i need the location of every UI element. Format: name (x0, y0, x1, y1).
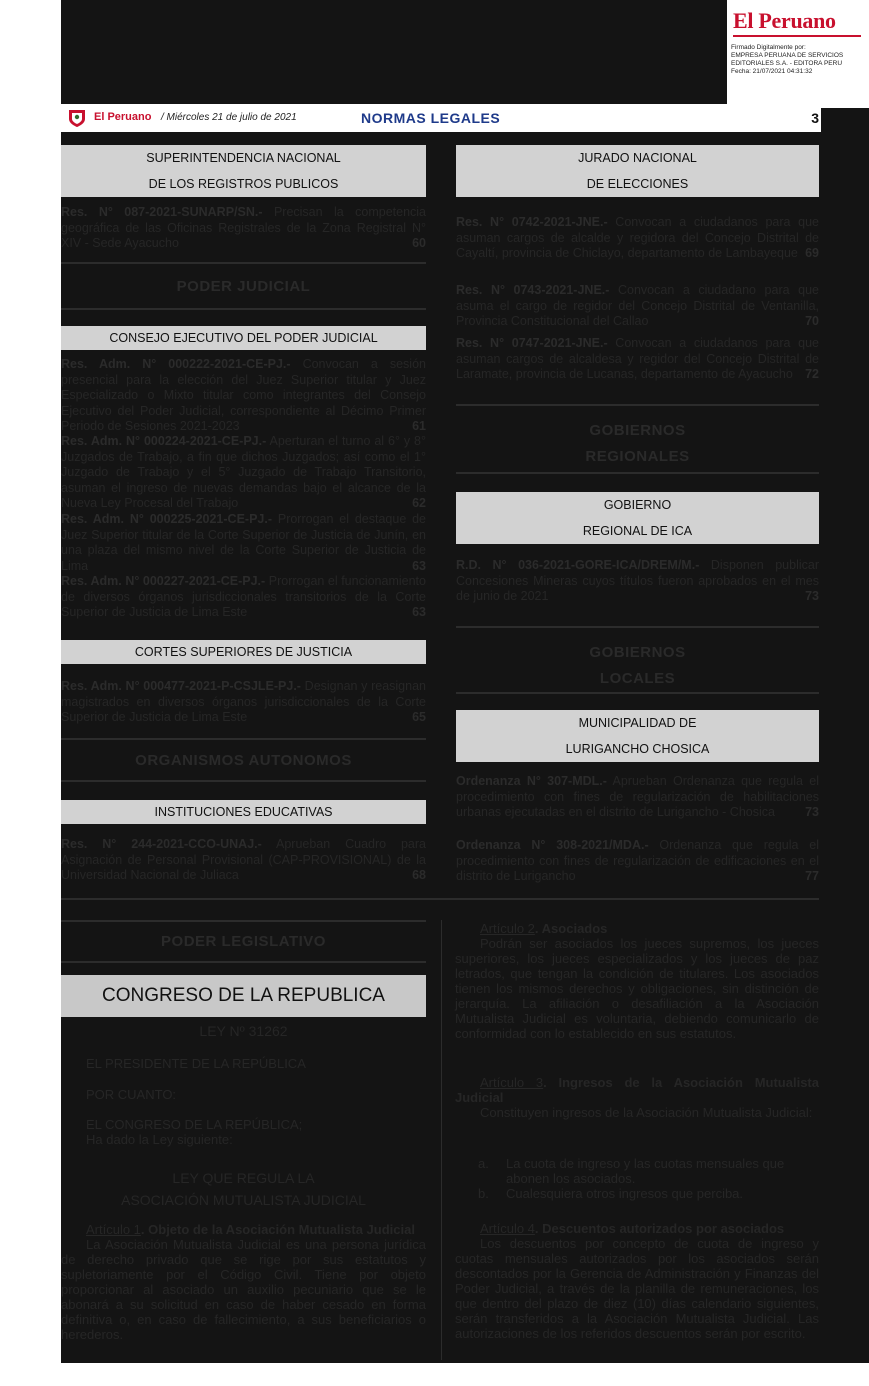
sunarp-title-1: SUPERINTENDENCIA NACIONAL (146, 151, 341, 165)
header-section: NORMAS LEGALES (361, 110, 501, 126)
article-2-text: Podrán ser asociados los jueces supremos, los jueces superiores, los jueces especializados y los jueces de paz letrados, que tengan la condición de titulares. Los asociados tienen los mismos derechos y obligaciones, sin distinción de jerarquía. La afiliación o desafiliación a la Asociación Mutualista Judicial es voluntaria, debiendo comunicarlo de conformidad con lo establecido en sus estatutos. (455, 936, 819, 1041)
jne-entry (456, 336, 819, 383)
entry-page: 68 (412, 868, 426, 882)
instituciones-title: INSTITUCIONES EDUCATIVAS (154, 805, 333, 819)
entry-ref: Res. Adm. N° 000225-2021-CE-PJ.- (61, 512, 273, 526)
divider (456, 472, 819, 474)
article-1-text: La Asociación Mutualista Judicial es una persona jurídica de derecho privado que se rige por sus estatutos y supletoriamente por el Código Civil. Tiene por objeto proporcionar al asociado un auxilio pecuniario que se le abonará a su solicitud en caso de haber cesado en forma definitiva o, en caso de fallecimiento, a sus beneficiarios o herederos. (61, 1237, 426, 1342)
entry-text: Designan y reasignan magistrados en diversos órganos jurisdiccionales de la Corte Superior de Justicia de Lima Este (61, 679, 426, 724)
article-2-heading (455, 921, 819, 936)
entry-ref: Res. Adm. N° 000227-2021-CE-PJ.- (61, 574, 266, 588)
company-line-1: EMPRESA PERUANA DE SERVICIOS (731, 52, 844, 59)
section-divider (61, 898, 819, 900)
entry-page: 65 (412, 710, 426, 724)
article-1-label: Artículo 1 (86, 1222, 141, 1237)
entry-text: Convocan a ciudadanos para que asuman cargos de alcaldesa y regidor del Concejo Distrital de Laramate, provincia de Lucanas, departamento de Ayacucho (456, 336, 819, 381)
consejo-entry (61, 434, 426, 512)
entry-page: 69 (805, 246, 819, 260)
entry-page: 72 (805, 367, 819, 381)
municipalidad-heading (456, 710, 819, 762)
ica-heading (456, 492, 819, 544)
entry-ref: Res. N° 0743-2021-JNE.- (456, 283, 610, 297)
item-text: Cualesquiera otros ingresos que perciba. (506, 1186, 744, 1201)
header-brand: El Peruano (94, 111, 152, 123)
entry-page: 70 (805, 314, 819, 328)
entry-text: Aprueban Ordenanza que regula el procedimiento con fines de regularización de habilitaciones urbanas ejecutadas en el distrito de Lurigancho - Chosica (456, 774, 819, 819)
entry-ref: R.D. N° 036-2021-GORE-ICA/DREM/M.- (456, 558, 700, 572)
entry-page: 61 (412, 419, 426, 433)
divider (61, 262, 426, 264)
consejo-entry (61, 574, 426, 621)
entry-page: 63 (412, 605, 426, 619)
divider (61, 738, 426, 740)
item-marker: a. (478, 1156, 489, 1171)
ica-title-1: GOBIERNO (603, 498, 672, 512)
divider (456, 404, 819, 406)
signature-date: Fecha: 21/07/2021 04:31:32 (731, 68, 813, 75)
sunarp-title-2: DE LOS REGISTROS PUBLICOS (148, 177, 339, 191)
gob-loc-line-2: LOCALES (599, 670, 676, 687)
divider (61, 920, 426, 922)
muni-entry (456, 838, 819, 885)
column-rule (441, 920, 442, 1360)
article-1-heading (61, 1222, 426, 1237)
entry-text: Convocan a ciudadano para que asuma el cargo de regidor del Concejo Distrital de Ventanilla, Provincia Constitucional del Callao (456, 283, 819, 328)
entry-page: 62 (412, 496, 426, 510)
item-marker: b. (478, 1186, 489, 1201)
signed-by-label: Firmado Digitalmente por: (731, 44, 806, 51)
entry-page: 63 (412, 558, 426, 573)
entry-page: 60 (412, 236, 426, 250)
article-2 (455, 921, 819, 1041)
jne-entry (456, 283, 819, 330)
article-2-title: . Asociados (534, 921, 608, 936)
entry-text: Ordenanza que regula el procedimiento con fines de regularización de edificaciones en el distrito de Lurigancho (456, 838, 819, 883)
divider (61, 961, 426, 963)
entry-text: Convocan a sesión presencial para la elección del Juez Superior titular y Juez Especializado o Mixto titular como integrantes del Consejo Ejecutivo del Poder Judicial, correspondiente al Décimo Primer Periodo de Sesiones 2021-2023 (61, 357, 426, 433)
logo-rule (733, 35, 861, 37)
digital-signature-stamp (727, 0, 869, 108)
el-peruano-logo: El Peruano (733, 8, 836, 33)
law-title (61, 1167, 426, 1211)
entry-ref: Res. N° 0747-2021-JNE.- (456, 336, 608, 350)
header-date: / Miércoles 21 de julio de 2021 (161, 112, 297, 123)
article-3-heading (455, 1075, 819, 1105)
jne-title-1: JURADO NACIONAL (578, 151, 697, 165)
entry-text: Precisan la competencia geográfica de las Oficinas Registrales de la Zona Registral N° XIV - Sede Ayacucho (61, 205, 427, 250)
ica-title-2: REGIONAL DE ICA (582, 524, 693, 538)
divider (61, 308, 426, 310)
article-3-text: Constituyen ingresos de la Asociación Mutualista Judicial: (480, 1105, 813, 1120)
gob-reg-line-1: GOBIERNOS (589, 422, 686, 439)
poder-legislativo-heading: PODER LEGISLATIVO (161, 933, 326, 950)
entry-ref: Ordenanza N° 307-MDL.- (456, 774, 607, 788)
company-line-2: EDITORIALES S.A. - EDITORA PERU (731, 60, 843, 67)
muni-title-2: LURIGANCHO CHOSICA (565, 742, 710, 756)
article-2-label: Artículo 2 (480, 921, 535, 936)
jne-heading (456, 145, 819, 197)
divider (456, 692, 819, 694)
muni-entry (456, 774, 819, 821)
article-4-heading (455, 1221, 819, 1236)
ha-dado-line: Ha dado la Ley siguiente: (86, 1132, 233, 1147)
article-1-title: . Objeto de la Asociación Mutualista Judicial (140, 1222, 415, 1237)
entry-page: 73 (805, 589, 819, 603)
item-text: La cuota de ingreso y las cuotas mensuales que abonen los asociados. (506, 1156, 785, 1186)
sunarp-entry (61, 205, 426, 252)
consejo-title: CONSEJO EJECUTIVO DEL PODER JUDICIAL (109, 331, 378, 345)
law-number: LEY Nº 31262 (199, 1023, 288, 1039)
article-4-text: Los descuentos por concepto de cuota de ingreso y cuotas mensuales autorizados por los asociados serán descontados por la Gerencia de Administración y Finanzas del Poder Judicial, a través de la planilla de remuneraciones, los que dentro del plazo de diez (10) días calendario siguientes, serán transferidos a la Asociación Mutualista Judicial. Las autorizaciones de los referidos descuentos serán por escrito. (455, 1236, 819, 1341)
article-3-item-b (478, 1186, 819, 1201)
article-4-label: Artículo 4 (480, 1221, 535, 1236)
ica-entry (456, 558, 819, 605)
page-header (61, 104, 821, 132)
entry-page: 73 (805, 805, 819, 819)
jne-entry (456, 215, 819, 262)
gobiernos-regionales-heading (456, 418, 819, 470)
article-4-title: . Descuentos autorizados por asociados (534, 1221, 785, 1236)
entry-ref: Res. N° 087-2021-SUNARP/SN.- (61, 205, 263, 219)
instituciones-entry (61, 837, 426, 884)
cortes-heading (61, 640, 426, 664)
article-3 (455, 1075, 819, 1120)
entry-text: Convocan a ciudadanos para que asuman cargos de alcalde y regidora del Concejo Distrital de Cayaltí, provincia de Chiclayo, departamento de Lambayeque (456, 215, 819, 260)
entry-ref: Res. Adm. N° 000477-2021-P-CSJLE-PJ.- (61, 679, 301, 693)
divider (61, 780, 426, 782)
divider (456, 626, 819, 628)
entry-text: Aperturan el turno al 6° y 8° Juzgados de Trabajo, a fin que dichos Juzgados; así como el 1° Juzgado de Trabajo y el 5° Juzgado de Trabajo Transitorio, asuman el ingreso de nuevas demandas bajo el alcance de la Nueva Ley Procesal del Trabajo (61, 434, 426, 510)
consejo-heading (61, 326, 426, 350)
article-4 (455, 1221, 819, 1341)
coat-of-arms-icon (65, 107, 89, 129)
law-title-line-2: ASOCIACIÓN MUTUALISTA JUDICIAL (121, 1192, 366, 1208)
muni-title-1: MUNICIPALIDAD DE (578, 716, 697, 730)
gob-loc-line-1: GOBIERNOS (589, 644, 686, 661)
poder-judicial-heading: PODER JUDICIAL (176, 278, 311, 295)
article-3-label: Artículo 3 (480, 1075, 544, 1090)
entry-page: 77 (805, 869, 819, 883)
jne-title-2: DE ELECCIONES (586, 177, 689, 191)
page-number: 3 (811, 110, 819, 126)
entry-ref: Ordenanza N° 308-2021/MDA.- (456, 838, 649, 852)
entry-text: Prorrogan el funcionamiento de diversos órganos jurisdiccionales transitorios de la Corte Superior de Justicia de Lima Este (61, 574, 426, 619)
entry-text: Prorrogan el destaque de Juez Superior titular de la Corte Superior de Justicia de Junín, en una plaza del mismo nivel de la Corte Superior de Justicia de Lima (61, 512, 427, 573)
article-3-item-a (478, 1156, 819, 1186)
gob-reg-line-2: REGIONALES (585, 448, 690, 465)
entry-ref: Res. N° 244-2021-CCO-UNAJ.- (61, 837, 262, 851)
article-1 (61, 1222, 426, 1342)
consejo-entry (61, 512, 426, 574)
cortes-title: CORTES SUPERIORES DE JUSTICIA (134, 645, 353, 659)
organismos-heading: ORGANISMOS AUTONOMOS (135, 752, 352, 769)
signature-text (731, 44, 867, 76)
entry-text: Disponen publicar Concesiones Mineras cuyos títulos fueron aprobados en el mes de junio de 2021 (456, 558, 819, 603)
sunarp-heading (61, 145, 426, 197)
por-cuanto-line: POR CUANTO: (86, 1087, 177, 1102)
article-3-title: . Ingresos de la Asociación Mutualista Judicial (455, 1075, 819, 1105)
entry-ref: Res. N° 0742-2021-JNE.- (456, 215, 608, 229)
presidente-line: EL PRESIDENTE DE LA REPÚBLICA (86, 1056, 306, 1071)
entry-text: Aprueban Cuadro para Asignación de Personal Provisional (CAP-PROVISIONAL) de la Universidad Nacional de Juliaca (61, 837, 426, 882)
entry-ref: Res. Adm. N° 000224-2021-CE-PJ.- (61, 434, 267, 448)
cortes-entry (61, 679, 426, 726)
law-title-line-1: LEY QUE REGULA LA (172, 1170, 315, 1186)
congreso-banner: CONGRESO DE LA REPUBLICA (61, 975, 426, 1017)
congreso-line: EL CONGRESO DE LA REPÚBLICA; (86, 1117, 303, 1132)
entry-ref: Res. Adm. N° 000222-2021-CE-PJ.- (61, 357, 291, 371)
gobiernos-locales-heading (456, 640, 819, 692)
consejo-entry (61, 357, 426, 435)
instituciones-heading (61, 800, 426, 824)
